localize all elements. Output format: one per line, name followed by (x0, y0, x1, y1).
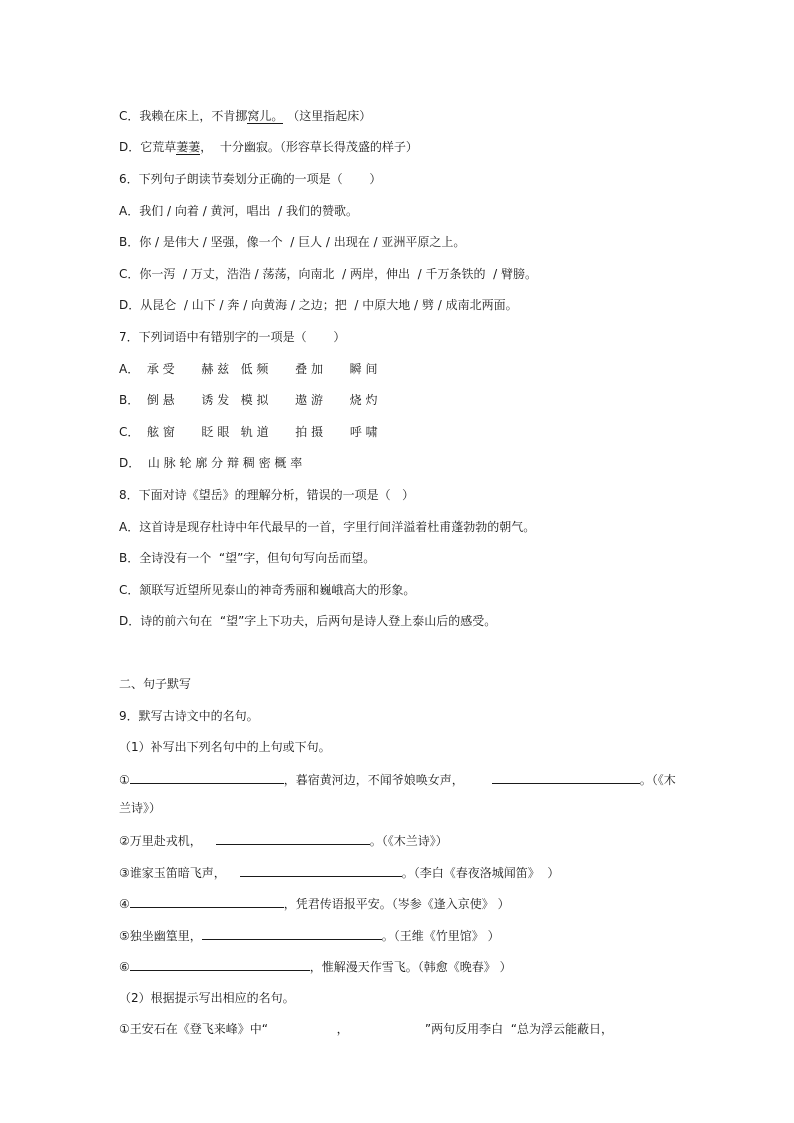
q7-option-b: B． 倒 悬 诱 发 模 拟 遨 游 烧 灼 (119, 393, 378, 407)
q8-option-b: B．全诗没有一个 “望”字，但句句写向岳而望。 (119, 551, 376, 565)
q7-option-c: C． 舷 窗 眨 眼 轨 道 拍 摄 呼 啸 (119, 425, 378, 439)
answer-blank-2[interactable] (216, 832, 370, 845)
answer-blank-1a[interactable] (130, 771, 284, 784)
q5-d-prefix: D．它荒草 (119, 140, 177, 154)
q6-option-b: B．你 / 是伟大 / 坚强，像一个 / 巨人 / 出现在 / 亚洲平原之上。 (119, 235, 466, 249)
q9-part1-instruction: （1）补写出下列名句中的上句或下句。 (119, 740, 331, 754)
item-4-mark: ④ (119, 897, 130, 911)
q7-option-a: A． 承 受 赫 兹 低 频 叠 加 瞬 间 (119, 362, 378, 376)
q9-item-2 (119, 832, 448, 848)
q6-option-a: A．我们 / 向着 / 黄河，唱出 / 我们的赞歌。 (119, 204, 359, 218)
answer-blank-4[interactable] (130, 895, 284, 908)
item-4-end: ，凭君传语报平安。（岑参《逢入京使》 ） (283, 897, 510, 911)
q9-item-5 (119, 927, 500, 943)
q5-option-d (119, 139, 418, 155)
item-6-mark: ⑥ (119, 960, 130, 974)
q8-option-d: D．诗的前六句在 “望”字上下功夫，后两句是诗人登上泰山后的感受。 (119, 614, 497, 628)
q9-part2-instruction: （2）根据提示写出相应的名句。 (119, 991, 295, 1005)
q9-item-3 (119, 864, 559, 880)
q8-option-a: A．这首诗是现存杜诗中年代最早的一首，字里行间洋溢着杜甫蓬勃勃的朝气。 (119, 520, 536, 534)
q9-item-6 (119, 958, 512, 974)
q7-stem: 7．下列词语中有错别字的一项是（ ） (119, 330, 346, 344)
item-6-end: ，惟解漫天作雪飞。（韩愈《晚春》 ） (309, 960, 512, 974)
item-5-end: 。（王维《竹里馆》 ） (381, 929, 500, 943)
q5-c-underlined: 窝儿。 (247, 109, 284, 123)
q9-item-1 (119, 771, 676, 787)
item-3-end: 。（李白《春夜洛城闻笛》 ） (401, 866, 560, 880)
q6-stem: 6．下列句子朗读节奏划分正确的一项是（ ） (119, 172, 382, 186)
item-3-pre: ③谁家玉笛暗飞声， (119, 866, 226, 880)
q9-item-4 (119, 895, 510, 911)
q9-item-1-continued: 兰诗》） (119, 801, 162, 815)
q5-d-underlined: 萋萋 (176, 140, 201, 154)
q5-option-c (119, 108, 371, 124)
q8-stem: 8．下面对诗《望岳》的理解分析，错误的一项是（ ） (119, 488, 415, 502)
q8-option-c: C．颔联写近望所见泰山的神奇秀丽和巍峨高大的形象。 (119, 583, 416, 597)
item-2-end: 。（《木兰诗》） (369, 834, 448, 848)
q7-option-d: D． 山 脉 轮 廓 分 辩 稠 密 概 率 (119, 456, 303, 470)
answer-blank-6[interactable] (130, 958, 310, 971)
section-2-title: 二、句子默写 (119, 677, 192, 691)
answer-blank-5[interactable] (202, 927, 382, 940)
q5-d-suffix: ， 十分幽寂。（形容草长得茂盛的样子） (200, 140, 418, 154)
item-1-mid: ，暮宿黄河边，不闻爷娘唤女声， (283, 773, 464, 787)
item-1-end: 。（《木 (639, 773, 676, 787)
q9-stem: 9．默写古诗文中的名句。 (119, 709, 259, 723)
item-5-pre: ⑤独坐幽篁里， (119, 929, 202, 943)
answer-blank-1b[interactable] (492, 771, 640, 784)
answer-blank-3[interactable] (240, 864, 402, 877)
q6-option-d: D．从昆仑 / 山下 / 奔 / 向黄海 / 之边；把 / 中原大地 / 劈 / 成南北两面。 (119, 298, 518, 312)
item-2-pre: ②万里赴戎机， (119, 834, 202, 848)
q6-option-c: C．你一泻 / 万丈，浩浩 / 荡荡，向南北 / 两岸，伸出 / 千万条铁的 / 臂膀。 (119, 267, 537, 281)
q5-c-suffix: （这里指起床） (283, 109, 372, 123)
item-1-mark: ① (119, 773, 130, 787)
q9-part2-item-1: ①王安石在《登飞来峰》中“ ， ”两句反用李白 “总为浮云能蔽日， (119, 1022, 613, 1036)
q5-c-prefix: C．我赖在床上，不肯挪 (119, 109, 248, 123)
